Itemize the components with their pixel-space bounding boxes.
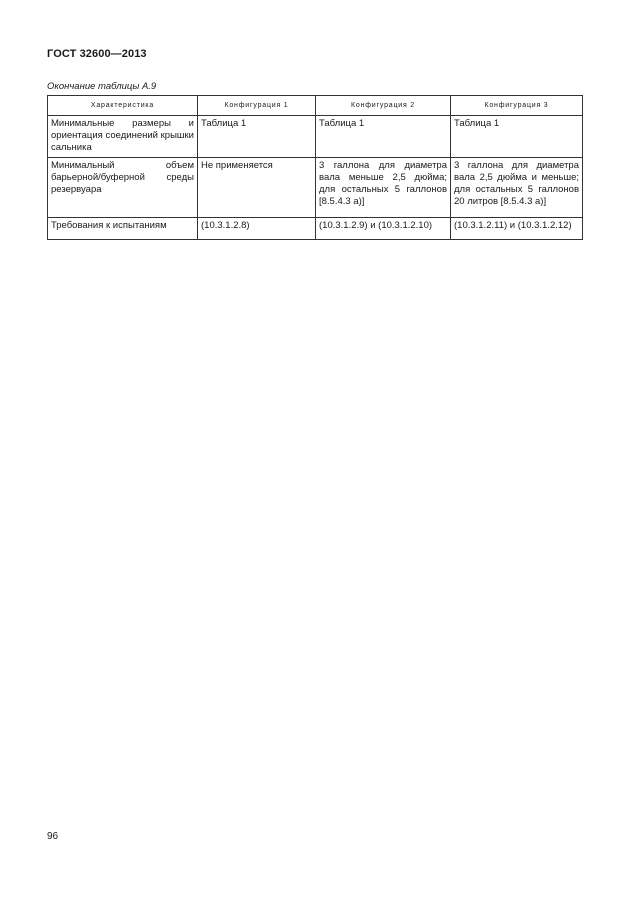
column-header: Конфигурация 1 [198,96,316,116]
page-number: 96 [47,831,59,842]
table-cell: Таблица 1 [198,116,316,158]
table-cell: Требования к испытаниям [48,218,198,240]
table-cell: (10.3.1.2.9) и (10.3.1.2.10) [316,218,451,240]
table-row [48,158,583,218]
column-header: Конфигурация 2 [316,96,451,116]
table-row [48,116,583,158]
table-cell: Не применяется [198,158,316,218]
table-cell: Минимальный объем барьерной/буферной среды резервуара [48,158,198,218]
characteristics-table [47,95,583,240]
table-cell: 3 галлона для диаметра вала меньше 2,5 дюйма; для остальных 5 галлонов [8.5.4.3 а)] [316,158,451,218]
table-header-row [48,96,583,116]
column-header: Характеристика [48,96,198,116]
table-cell: (10.3.1.2.11) и (10.3.1.2.12) [451,218,583,240]
table-cell: Минимальные размеры и ориентация соединений крышки сальника [48,116,198,158]
table-cell: 3 галлона для диаметра вала 2,5 дюйма и меньше; для остальных 5 галлонов 20 литров [8.5.4.3 а)] [451,158,583,218]
table-container [47,95,583,240]
table-cell: Таблица 1 [451,116,583,158]
table-caption: Окончание таблицы А.9 [47,81,157,92]
table-cell: Таблица 1 [316,116,451,158]
table-row [48,218,583,240]
table-cell: (10.3.1.2.8) [198,218,316,240]
column-header: Конфигурация 3 [451,96,583,116]
document-code-header: ГОСТ 32600—2013 [47,48,147,60]
